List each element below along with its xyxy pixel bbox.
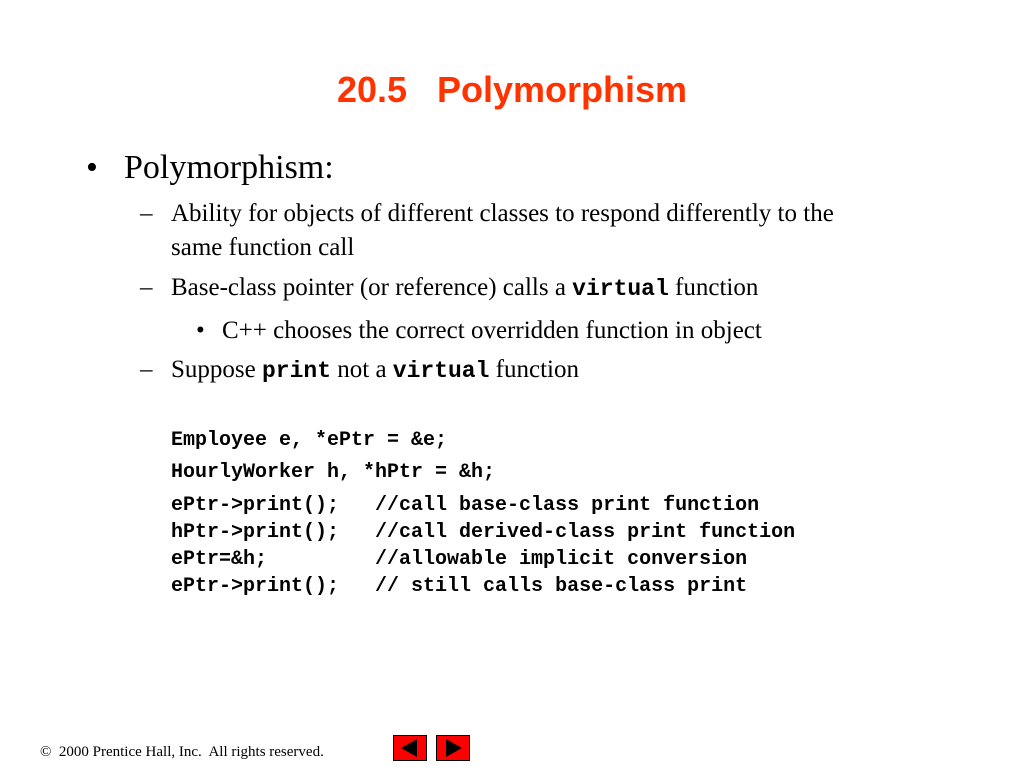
slide-title: 20.5 Polymorphism [336,69,688,110]
code-line-eptr-print: ePtr->print(); //call base-class print function [171,494,760,517]
keyword-print: print [261,358,331,384]
text-segment: Suppose [171,356,262,383]
code-line-eptr-assign: ePtr=&h; //allowable implicit conversion [171,548,748,571]
code-line-hptr-print: hPtr->print(); //call derived-class print function [171,521,796,544]
text-segment: not a [331,356,393,383]
sub-bullet-text [171,353,579,388]
dash-mark: – [140,200,153,227]
bullet-mark: • [196,317,205,344]
text-segment: Base-class pointer (or reference) calls a [171,274,573,301]
sub-bullet-text-line1: Ability for objects of different classes to respond differently to the [171,200,834,227]
previous-slide-button[interactable] [393,735,427,761]
dash-mark: – [140,356,153,383]
sub-bullet-text-line2: same function call [171,234,355,261]
code-line-employee: Employee e, *ePtr = &e; [171,429,448,452]
copyright-footer: © 2000 Prentice Hall, Inc. All rights reserved. [40,744,324,760]
dash-mark: – [140,274,153,301]
bullet-polymorphism [86,148,334,188]
bullet-text: Polymorphism: [124,149,334,186]
left-triangle-icon [394,736,426,760]
code-line-hourlyworker: HourlyWorker h, *hPtr = &h; [171,461,496,484]
text-segment: function [489,356,579,383]
text-segment: function [668,274,759,301]
next-slide-button[interactable] [436,735,470,761]
right-triangle-icon [437,736,469,760]
sub-sub-bullet-text: C++ chooses the correct overridden function in object [222,317,762,344]
keyword-virtual: virtual [392,358,490,384]
bullet-mark: • [86,149,98,186]
keyword-virtual: virtual [572,276,669,302]
sub-sub-bullet-cpp-chooses [196,314,762,348]
sub-bullet-text [171,271,758,306]
code-line-eptr-print-again: ePtr->print(); // still calls base-class print [171,575,748,598]
